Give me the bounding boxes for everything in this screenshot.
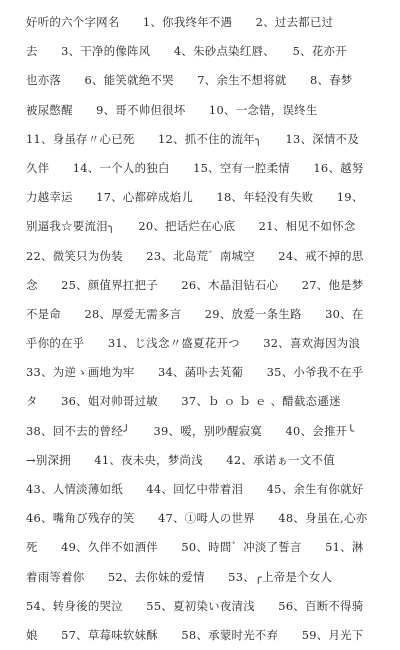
text-line: 38、回不去的曾经╯ 39、嗳，别吵醒寂寞 40、会推开╰ [26,423,355,438]
text-line: 别逼我☆要流泪╮ 20、把话烂在心底 21、相见不如怀念 [26,219,356,234]
text-line: 久伴 14、一个人的独白 15、空有一腔柔情 16、越努 [26,160,364,175]
text-line: 也亦落 6、能笑就绝不哭 7、余生不想将就 8、春梦 [26,73,353,88]
text-line: 娘 57、草莓味软妹酥 58、承蒙时光不弃 59、月光下 [26,627,364,642]
text-line: 好听的六个字网名 1、你我终年不遇 2、过去都已过 [26,15,334,29]
text-line: 43、人情淡薄如纸 44、回忆中带着泪 45、余生有你就好 [26,482,364,496]
text-line: 着雨等着你 52、去你妹的爱情 53、╭上帝是个女人 [26,569,333,584]
text-line: 54、转身後的哭泣 55、夏初染い夜清浅 56、百断不得骑 [26,598,364,613]
text-line: 被尿憋醒 9、哥不帅但很坏 10、一念错，误终生 [26,102,318,117]
text-line: →别深拥 41、夜未央，梦尚浅 42、承诺ぁ一文不值 [26,452,335,467]
text-line: 46、嘴角び残存的笑 47、①呣人の世界 48、身虽在,心亦 [26,511,368,526]
text-line: 力越幸运 17、心都碎成焰儿 18、年轻没有失败 19、 [26,190,364,205]
text-line: 念 25、颜值界扛把子 26、木晶泪钻石心 27、他是梦 [26,277,364,292]
text-line: タ 36、姐对帅哥过敏 37、ｂ ｏ ｂ ｅ 、醋截态遜迷 [26,394,341,409]
text-line: 33、为逆ゝ画地为牢 34、菡卟去芄葡 35、小爷我不在乎 [26,365,364,380]
text-line: 死 49、久伴不如酒伴 50、時間゛冲淡了誓言 51、淋 [26,540,364,555]
text-line: 11、身虽存〃心已死 12、抓不住的流年╮ 13、深情不及 [26,131,360,146]
text-line: 去 3、干净的像阵风 4、朱砂点染红唇、 5、花亦开 [26,44,347,59]
text-line: 22、微笑只为伪装 23、北岛荒゛南城空 24、戒不掉的思 [26,248,364,263]
text-line: 乎你的在乎 31、じ浅念〃盛夏花开つ 32、喜欢海因为浪 [26,336,361,351]
text-line: 不是命 28、厚爱无需多言 29、放爱一条生路 30、在 [26,306,364,321]
